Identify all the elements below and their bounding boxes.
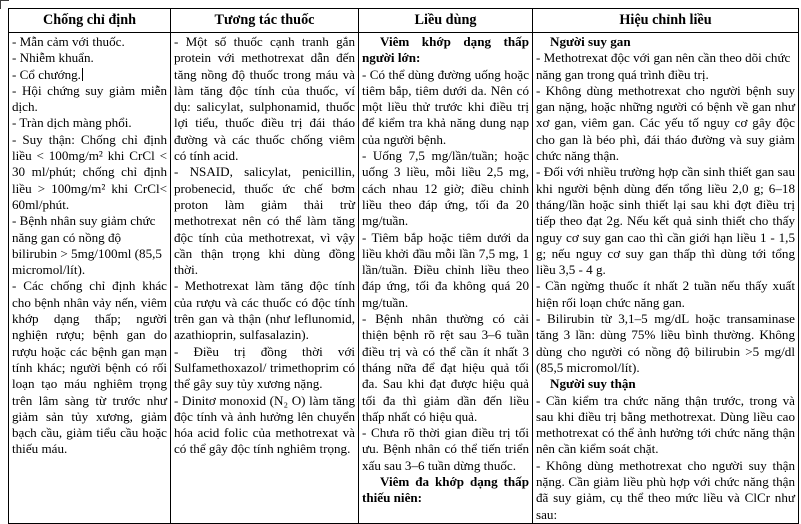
interaction-item-3: - Methotrexat làm tăng độc tính của rượu và các thuốc có độc tính trên gan và thận (như leflunomid, azathioprin, sulfasalazin).	[174, 278, 355, 343]
interaction-item-2: - NSAID, salicylat, penicillin, probenecid, thuốc ức chế bơm proton làm giảm thải trừ methotrexat nên có thể làm tăng độc tính của methotrexat, vì vậy cần thận trọng khi dùng đồng thời.	[174, 164, 355, 278]
adjust-kidney-item-2: - Không dùng methotrexat cho người suy thận nặng. Cần giảm liều phù hợp với chức năng thận đã suy giảm, cụ thể theo mức liều và ClCr như sau:	[536, 457, 795, 522]
dosage-item-1: - Có thể dùng đường uống hoặc tiêm bắp, tiêm dưới da. Nên có một liều thử trước khi điều trị để kiểm tra khả năng dung nạp của người bệnh.	[362, 66, 529, 147]
adjust-heading-liver: Người suy gan	[550, 34, 631, 49]
adjust-liver-item-4: - Cần ngừng thuốc ít nhất 2 tuần nếu thấy xuất hiện rối loạn chức năng gan.	[536, 278, 795, 310]
contraindication-item-4: - Hội chứng suy giảm miễn dịch.	[12, 82, 167, 115]
dosage-heading-juvenile-ra: Viêm đa khớp dạng thấp thiếu niên:	[362, 474, 529, 506]
contraindication-item-1: - Mẫn cảm với thuốc.	[12, 34, 125, 49]
adjust-liver-item-2: - Không dùng methotrexat cho người bệnh suy gan nặng, hoặc những người có bệnh về gan như xơ gan, viêm gan. Các yếu tố nguy cơ gây độc cho gan là béo phì, đái tháo đường và suy giảm chức năng thận.	[536, 82, 795, 164]
adjust-kidney-item-1: - Cần kiểm tra chức năng thận trước, trong và sau khi điều trị bằng methotrexat. Dùng liều cao methotrexat có thể ảnh hưởng tới chức năng thận nên cần kiểm soát chặt.	[536, 392, 795, 457]
contraindication-item-3-text: - Cổ chướng.	[12, 66, 81, 82]
interaction-item-5: - Dinitơ monoxid (N₂ O) làm tăng độc tính và ảnh hưởng lên chuyển hóa acid folic của methotrexat và có thể gây độc tính nghiêm trọng.	[174, 392, 355, 457]
adjust-heading-kidney: Người suy thận	[550, 376, 636, 392]
contraindication-item-7: - Bệnh nhân suy giảm chức năng gan có nồng độ bilirubin > 5mg/100ml (85,5 micromol/lít).	[12, 213, 162, 278]
adjust-liver-item-5: - Bilirubin từ 3,1–5 mg/dL hoặc transaminase tăng 3 lần: dùng 75% liều bình thường. Không dùng cho người có nồng độ bilirubin >5 mg/dl (85,5 micromol/lít).	[536, 311, 795, 375]
contraindication-item-8: - Các chống chỉ định khác cho bệnh nhân vảy nến, viêm khớp dạng thấp; người nghiện rượu; bệnh gan do rượu hoặc các bệnh gan mạn tính khác; người bệnh có rối loạn tạo máu nghiêm trọng trên lâm sàng từ trước như giảm sản tủy xương, giảm bạch cầu, giảm tiểu cầu hoặc thiếu máu.	[12, 278, 167, 457]
interaction-item-1: - Một số thuốc cạnh tranh gắn protein với methotrexat dẫn đến tăng nồng độ thuốc trong máu và làm tăng độc tính của thuốc, ví dụ: salicylat, sulphonamid, thuốc lợi tiểu, thuốc điều trị đái tháo đường và các thuốc chống viêm có tính acid.	[174, 34, 355, 164]
adjust-liver-item-3: - Đối với nhiều trường hợp cần sinh thiết gan sau khi người bệnh dùng đến tổng liều 2,0 g; 6–18 tháng/lần hoặc sinh thiết lại sau khi đợt điều trị tiếp theo đạt 2g. Nếu kết quả sinh thiết cho thấy nguy cơ suy gan cao thì cần giới hạn liều 1 - 1,5 g; nếu nguy cơ suy gan thấp thì dùng tới tổng liều 3,5 - 4 g.	[536, 164, 795, 278]
cell-drug-interactions[interactable]	[171, 33, 359, 524]
cell-dose-adjustment[interactable]	[533, 33, 799, 524]
dosage-item-4: - Bệnh nhân thường có cải thiện bệnh rõ rệt sau 3–6 tuần điều trị và có thể cần ít nhất 3 tháng nữa để đạt hiệu quả tối đa. Sau khi đạt được hiệu quả tối đa thì giảm dần đến liều thấp nhất có hiệu quả.	[362, 311, 529, 424]
cell-dosage[interactable]	[359, 33, 533, 524]
column-header-dose-adjustment: Hiệu chỉnh liều	[533, 9, 799, 33]
drug-information-table	[8, 8, 799, 524]
dosage-heading-adult-ra: Viêm khớp dạng thấp người lớn:	[362, 34, 529, 66]
dosage-item-3: - Tiêm bắp hoặc tiêm dưới da liều khởi đầu mỗi lần 7,5 mg, 1 lần/tuần. Điều chỉnh liều theo đáp ứng, tối đa không quá 20 mg/tuần.	[362, 229, 529, 310]
contraindication-item-6: - Suy thận: Chống chỉ định liều < 100mg/m² khi CrCl < 30 ml/phút; chống chỉ định liều > 100mg/m² khi CrCl< 60ml/phút.	[12, 131, 167, 212]
column-header-contraindications: Chống chỉ định	[9, 9, 171, 33]
column-header-drug-interactions: Tương tác thuốc	[171, 9, 359, 33]
contraindication-item-3	[12, 67, 167, 83]
contraindication-item-5: - Tràn dịch màng phổi.	[12, 115, 132, 131]
contraindication-item-2: - Nhiễm khuẩn.	[12, 50, 94, 66]
text-caret	[82, 68, 83, 81]
dosage-item-5: - Chưa rõ thời gian điều trị tối ưu. Bệnh nhân có thể tiến triển xấu sau 3–6 tuần dừng thuốc.	[362, 425, 529, 473]
table-body-row	[9, 33, 799, 524]
table-header-row	[9, 9, 799, 33]
column-header-dosage: Liều dùng	[359, 9, 533, 33]
adjust-liver-item-1: - Methotrexat độc với gan nên cần theo dõi chức năng gan trong quá trình điều trị.	[536, 50, 791, 82]
cell-contraindications[interactable]	[9, 33, 171, 524]
dosage-item-2: - Uống 7,5 mg/lần/tuần; hoặc uống 3 liều, mỗi liều 2,5 mg, cách nhau 12 giờ; điều chỉnh liều theo đáp ứng, tối đa 20 mg/tuần.	[362, 148, 529, 229]
interaction-item-4: - Điều trị đồng thời với Sulfamethoxazol/ trimethoprim có thể gây suy tủy xương nặng.	[174, 343, 355, 392]
